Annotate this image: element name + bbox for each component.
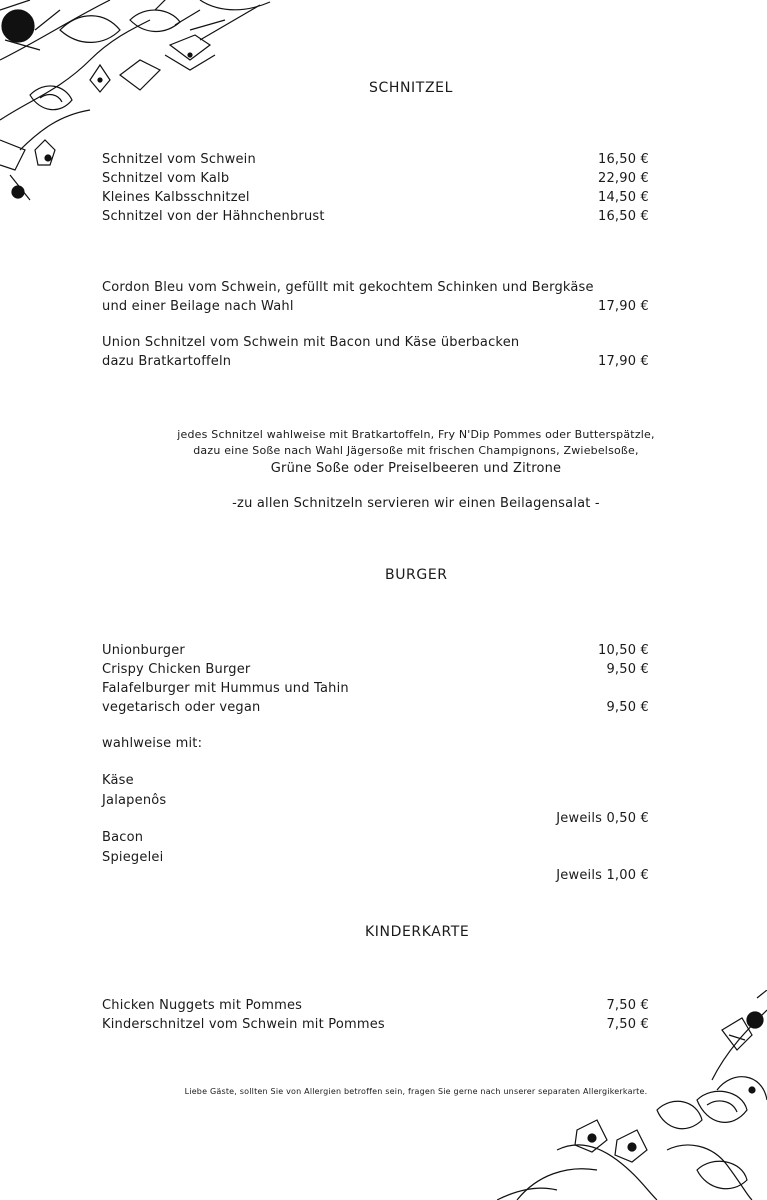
option-item: Bacon xyxy=(102,830,144,845)
menu-item-price: 22,90 € xyxy=(597,171,649,186)
menu-item-price: 7,50 € xyxy=(606,998,649,1013)
menu-item-name: Chicken Nuggets mit Pommes xyxy=(102,998,303,1013)
menu-item-name: Kinderschnitzel vom Schwein mit Pommes xyxy=(102,1017,385,1032)
menu-item-price: 7,50 € xyxy=(606,1017,649,1032)
options-group-price: Jeweils 1,00 € xyxy=(556,868,649,883)
side-dish-note-line2: dazu eine Soße nach Wahl Jägersoße mit frischen Champignons, Zwiebelsoße, xyxy=(193,444,639,457)
options-label: wahlweise mit: xyxy=(102,736,203,751)
cordon-bleu-description: Cordon Bleu vom Schwein, gefüllt mit gekochtem Schinken und Bergkäse xyxy=(102,280,594,295)
menu-item-price: 16,50 € xyxy=(597,152,649,167)
section-heading-kinderkarte: KINDERKARTE xyxy=(365,924,470,940)
allergy-footer-note: Liebe Gäste, sollten Sie von Allergien betroffen sein, fragen Sie gerne nach unserer separaten Allergikerkarte. xyxy=(184,1087,648,1096)
menu-item-price: 9,50 € xyxy=(606,662,649,677)
cordon-bleu-price: 17,90 € xyxy=(597,299,649,314)
menu-item-name: Kleines Kalbsschnitzel xyxy=(102,190,250,205)
menu-item-price: 10,50 € xyxy=(597,643,649,658)
option-item: Jalapenôs xyxy=(102,793,167,808)
cordon-bleu-description-line2: und einer Beilage nach Wahl xyxy=(102,299,294,314)
options-group-price: Jeweils 0,50 € xyxy=(556,811,649,826)
union-schnitzel-price: 17,90 € xyxy=(597,354,649,369)
menu-item-name: Crispy Chicken Burger xyxy=(102,662,251,677)
menu-item-name: Schnitzel von der Hähnchenbrust xyxy=(102,209,325,224)
menu-item-name: Unionburger xyxy=(102,643,185,658)
option-item: Käse xyxy=(102,773,134,788)
menu-item-name: vegetarisch oder vegan xyxy=(102,700,261,715)
menu-item-price: 14,50 € xyxy=(597,190,649,205)
menu-item-name: Falafelburger mit Hummus und Tahin xyxy=(102,681,349,696)
menu-item-price: 16,50 € xyxy=(597,209,649,224)
side-dish-note: jedes Schnitzel wahlweise mit Bratkartoffeln, Fry N'Dip Pommes oder Butterspätzle, xyxy=(177,428,655,441)
section-heading-burger: BURGER xyxy=(385,567,448,583)
menu-item-price: 9,50 € xyxy=(606,700,649,715)
menu-item-name: Schnitzel vom Kalb xyxy=(102,171,230,186)
menu-item-name: Schnitzel vom Schwein xyxy=(102,152,256,167)
section-heading-schnitzel: SCHNITZEL xyxy=(369,80,453,96)
salad-note: -zu allen Schnitzeln servieren wir einen Beilagensalat - xyxy=(232,496,600,511)
option-item: Spiegelei xyxy=(102,850,164,865)
union-schnitzel-description-line2: dazu Bratkartoffeln xyxy=(102,354,232,369)
side-dish-note-line3: Grüne Soße oder Preiselbeeren und Zitrone xyxy=(270,461,562,476)
union-schnitzel-description: Union Schnitzel vom Schwein mit Bacon und Käse überbacken xyxy=(102,335,520,350)
